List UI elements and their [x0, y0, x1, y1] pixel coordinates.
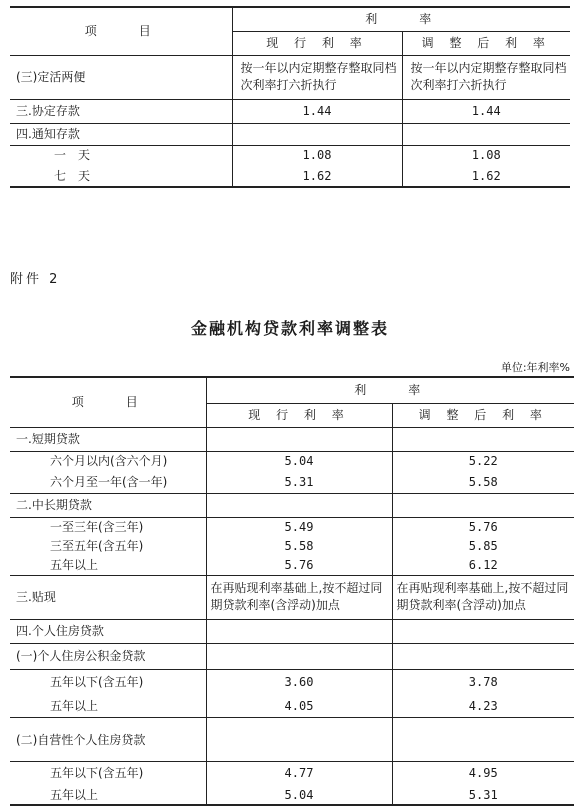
header-rate: 利 率 — [206, 377, 574, 403]
row-current: 5.31 — [206, 471, 392, 493]
row-current: 4.77 — [206, 761, 392, 785]
row-adjusted — [402, 123, 570, 145]
row-item: (二)自营性个人住房贷款 — [10, 717, 206, 761]
row-current: 按一年以内定期整存整取同档次利率打六折执行 — [232, 55, 402, 99]
unit-label: 单位:年利率% — [500, 361, 570, 374]
row-item: 三至五年(含五年) — [10, 537, 206, 555]
row-current: 1.44 — [232, 99, 402, 123]
header-rate: 利 率 — [232, 7, 570, 31]
row-adjusted — [392, 619, 574, 643]
row-adjusted: 3.78 — [392, 669, 574, 695]
header-adjusted-rate: 调 整 后 利 率 — [392, 403, 574, 427]
header-item: 项 目 — [10, 7, 232, 55]
row-item: (一)个人住房公积金贷款 — [10, 643, 206, 669]
row-item: 六个月以内(含六个月) — [10, 451, 206, 471]
header-current-rate: 现 行 利 率 — [206, 403, 392, 427]
attachment-label: 附件 2 — [10, 272, 61, 287]
row-current — [232, 123, 402, 145]
row-adjusted: 1.08 — [402, 145, 570, 165]
row-current: 1.62 — [232, 165, 402, 187]
row-adjusted: 1.44 — [402, 99, 570, 123]
row-current — [206, 717, 392, 761]
loan-rate-table — [10, 376, 574, 806]
row-current: 5.58 — [206, 537, 392, 555]
row-item: 六个月至一年(含一年) — [10, 471, 206, 493]
row-item: 三.协定存款 — [10, 99, 232, 123]
row-item: (三)定活两便 — [10, 55, 232, 99]
row-adjusted — [392, 493, 574, 517]
row-adjusted: 5.76 — [392, 517, 574, 537]
row-adjusted: 4.95 — [392, 761, 574, 785]
row-current: 1.08 — [232, 145, 402, 165]
header-current-rate: 现 行 利 率 — [232, 31, 402, 55]
row-item: 一至三年(含三年) — [10, 517, 206, 537]
row-adjusted — [392, 643, 574, 669]
row-item: 三.贴现 — [10, 575, 206, 619]
row-adjusted: 6.12 — [392, 555, 574, 575]
row-current: 5.76 — [206, 555, 392, 575]
row-adjusted: 1.62 — [402, 165, 570, 187]
row-item: 五年以上 — [10, 555, 206, 575]
row-current: 4.05 — [206, 695, 392, 717]
row-current — [206, 427, 392, 451]
row-current: 5.04 — [206, 451, 392, 471]
row-current — [206, 493, 392, 517]
row-adjusted: 5.31 — [392, 785, 574, 805]
row-adjusted: 5.58 — [392, 471, 574, 493]
row-adjusted: 5.85 — [392, 537, 574, 555]
row-adjusted — [392, 427, 574, 451]
row-adjusted: 按一年以内定期整存整取同档次利率打六折执行 — [402, 55, 570, 99]
row-item: 七 天 — [10, 165, 232, 187]
row-adjusted — [392, 717, 574, 761]
row-item: 五年以上 — [10, 695, 206, 717]
header-item: 项 目 — [10, 377, 206, 427]
row-item: 一.短期贷款 — [10, 427, 206, 451]
row-current — [206, 643, 392, 669]
row-item: 五年以下(含五年) — [10, 669, 206, 695]
row-current: 5.04 — [206, 785, 392, 805]
row-item: 四.个人住房贷款 — [10, 619, 206, 643]
row-current: 5.49 — [206, 517, 392, 537]
page-title: 金融机构贷款利率调整表 — [190, 319, 389, 338]
row-adjusted: 5.22 — [392, 451, 574, 471]
row-current: 3.60 — [206, 669, 392, 695]
row-current — [206, 619, 392, 643]
row-item: 二.中长期贷款 — [10, 493, 206, 517]
header-adjusted-rate: 调 整 后 利 率 — [402, 31, 570, 55]
row-adjusted: 在再贴现利率基础上,按不超过同期贷款利率(含浮动)加点 — [392, 575, 574, 619]
row-item: 五年以上 — [10, 785, 206, 805]
row-adjusted: 4.23 — [392, 695, 574, 717]
row-item: 五年以下(含五年) — [10, 761, 206, 785]
row-item: 四.通知存款 — [10, 123, 232, 145]
row-current: 在再贴现利率基础上,按不超过同期贷款利率(含浮动)加点 — [206, 575, 392, 619]
row-item: 一 天 — [10, 145, 232, 165]
deposit-rate-table — [10, 6, 570, 188]
